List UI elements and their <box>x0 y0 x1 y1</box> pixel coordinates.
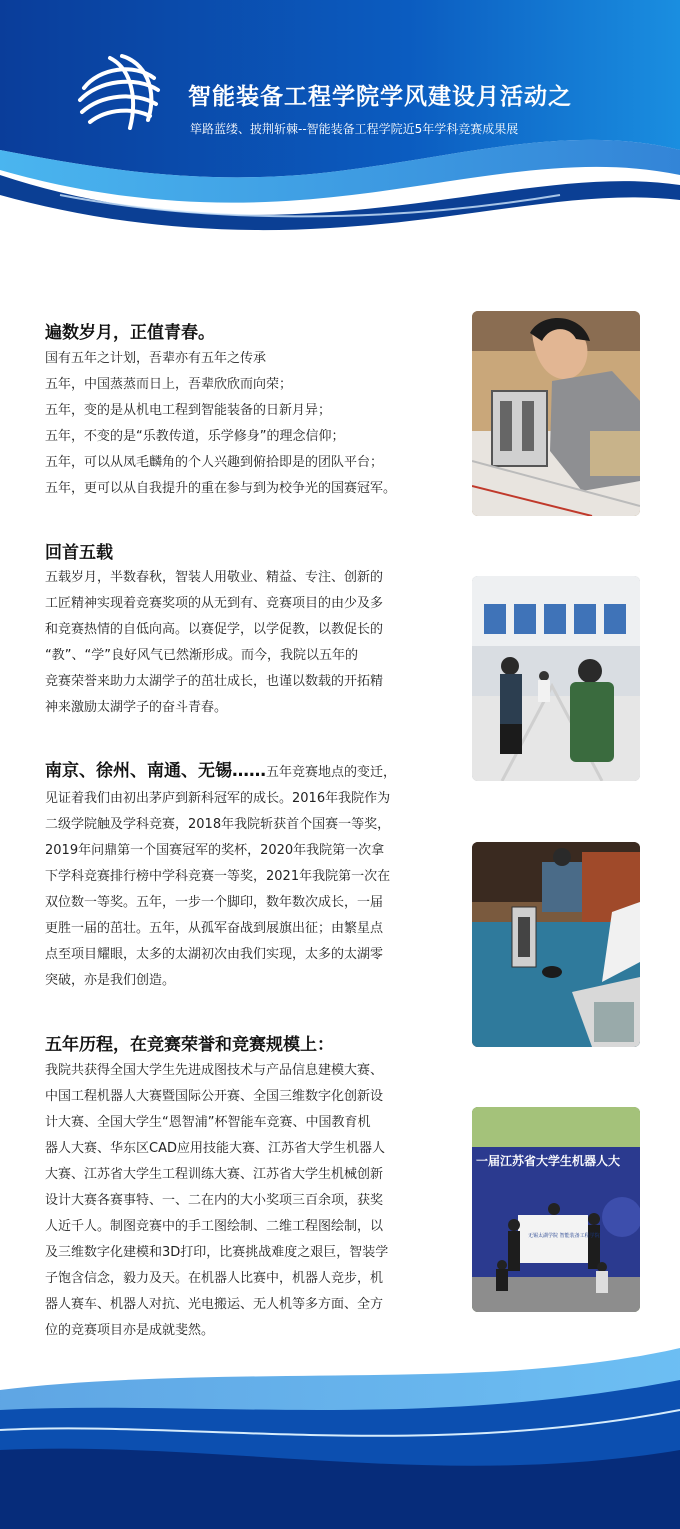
section-3-line: 二级学院触及学科竞赛，2018年我院斩获首个国赛一等奖， <box>45 817 391 832</box>
section-3-title-rest: 五年竞赛地点的变迁， <box>266 765 397 780</box>
section-4-line: 及三维数字化建模和3D打印，比赛挑战难度之艰巨，智装学 <box>45 1245 389 1260</box>
section-4-line: 器人赛车、机器人对抗、光电搬运、无人机等多方面、全方 <box>45 1297 384 1312</box>
section-4-line: 器人大赛、华东区CAD应用技能大赛、江苏省大学生机器人 <box>45 1141 385 1156</box>
section-3-body <box>45 756 460 994</box>
section-4-title: 五年历程，在竞赛荣誉和竞赛规模上： <box>45 1035 334 1055</box>
section-2-line: “教”、“学”良好风气已然渐形成。而今，我院以五年的 <box>45 648 358 663</box>
page-subtitle: 筚路蓝缕、披荆斩棘--智能装备工程学院近5年学科竞赛成果展 <box>190 122 519 136</box>
section-4-line: 子饱含信念，毅力及天。在机器人比赛中，机器人竞步，机 <box>45 1271 384 1286</box>
section-2-line: 神来激励太湖学子的奋斗青春。 <box>45 700 228 715</box>
section-4-body <box>45 1058 460 1344</box>
section-1-line: 国有五年之计划，吾辈亦有五年之传承 <box>45 351 267 366</box>
photo-competition-hall <box>472 576 640 781</box>
section-1-line: 五年，不变的是“乐教传道，乐学修身”的理念信仰； <box>45 429 345 444</box>
photo-robot-contest-award <box>472 1107 640 1312</box>
section-4-line: 计大赛、全国大学生“恩智浦”杯智能车竞赛、中国教育机 <box>45 1115 371 1130</box>
section-3-line: 下学科竞赛排行榜中学科竞赛一等奖，2021年我院第一次在 <box>45 869 391 884</box>
section-2-line: 和竞赛热情的自低向高。以赛促学，以学促教，以教促长的 <box>45 622 384 637</box>
section-1-line: 五年，中国蒸蒸而日上，吾辈欣欣而向荣； <box>45 377 293 392</box>
award-flag-text: 无锡太湖学院 智能装备工程学院 <box>528 1233 600 1239</box>
award-banner-text: 一届江苏省大学生机器人大 <box>476 1154 621 1168</box>
section-4-line: 大赛、江苏省大学生工程训练大赛、江苏省大学生机械创新 <box>45 1167 384 1182</box>
section-4-line: 位的竞赛项目亦是成就斐然。 <box>45 1323 215 1338</box>
section-2-line: 工匠精神实现着竞赛奖项的从无到有、竞赛项目的由少及多 <box>45 596 384 611</box>
section-3-heading-line <box>45 756 460 786</box>
section-1-line: 五年，变的是从机电工程到智能装备的日新月异； <box>45 403 332 418</box>
section-2-line: 竞赛荣誉来助力太湖学子的茁壮成长，也谨以数载的开拓精 <box>45 674 384 689</box>
section-3-line: 见证着我们由初出茅庐到新科冠军的成长。2016年我院作为 <box>45 791 391 806</box>
footer-wave-background <box>0 1340 680 1529</box>
section-3-line: 点至项目耀眼，太多的太湖初次由我们实现，太多的太湖零 <box>45 947 384 962</box>
photo-student-robot <box>472 311 640 516</box>
section-1-body <box>45 346 460 502</box>
section-3-title: 南京、徐州、南通、无锡…… <box>45 761 266 781</box>
section-4-line: 我院共获得全国大学生先进成图技术与产品信息建模大赛、 <box>45 1063 384 1078</box>
section-4-line: 人近千人。制图竞赛中的手工图绘制、二维工程图绘制，以 <box>45 1219 384 1234</box>
section-1-line: 五年，可以从凤毛麟角的个人兴趣到俯拾即是的团队平台； <box>45 455 384 470</box>
photo-robot-programming <box>472 842 640 1047</box>
section-3-line: 双位数一等奖。五年，一步一个脚印，数年数次成长，一届 <box>45 895 384 910</box>
section-4-line: 中国工程机器人大赛暨国际公开赛、全国三维数字化创新设 <box>45 1089 384 1104</box>
section-1-title: 遍数岁月，正值青春。 <box>45 323 215 343</box>
section-2-line: 五载岁月，半数春秋，智装人用敬业、精益、专注、创新的 <box>45 570 384 585</box>
section-2-title: 回首五载 <box>45 543 113 563</box>
section-2-body <box>45 565 460 721</box>
globe-logo-icon <box>74 48 164 138</box>
page-title: 智能装备工程学院学风建设月活动之 <box>188 84 572 110</box>
section-1-line: 五年，更可以从自我提升的重在参与到为校争光的国赛冠军。 <box>45 481 397 496</box>
section-3-line: 突破，亦是我们创造。 <box>45 973 176 988</box>
section-3-line: 更胜一届的茁壮。五年，从孤军奋战到展旗出征；由繁星点 <box>45 921 384 936</box>
section-3-line: 2019年问鼎第一个国赛冠军的奖杯，2020年我院第一次拿 <box>45 843 385 858</box>
section-4-line: 设计大赛各赛事特、一、二在内的大小奖项三百余项，获奖 <box>45 1193 384 1208</box>
